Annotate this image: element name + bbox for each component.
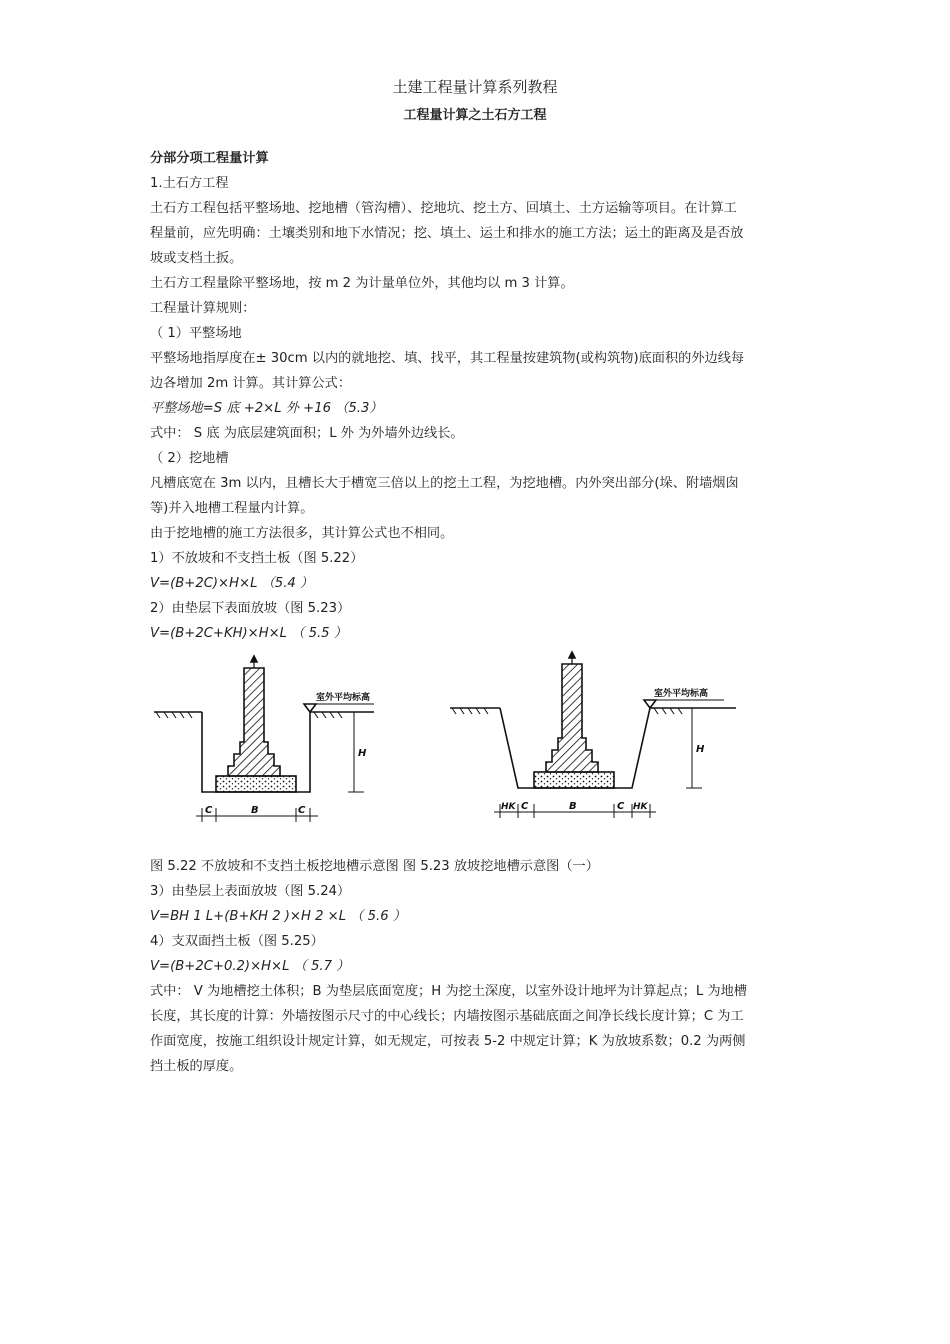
paragraph-line: 1.土石方工程: [150, 176, 229, 191]
formula-5-4: V=(B+2C)×H×L （5.4 ）: [150, 576, 314, 591]
paragraph-line: 长度，其长度的计算：外墙按图示尺寸的中心线长；内墙按图示基础底面之间净长线长度计算；C 为工: [150, 1009, 744, 1024]
paragraph-line: 作面宽度，按施工组织设计规定计算，如无规定，可按表 5-2 中规定计算；K 为放坡系数；0.2 为两侧: [150, 1034, 746, 1049]
section-heading: 分部分项工程量计算: [150, 151, 269, 166]
paragraph-line: 土石方工程量除平整场地，按 m 2 为计量单位外，其他均以 m 3 计算。: [150, 276, 574, 291]
grade-label-left: 室外平均标高: [316, 693, 371, 703]
paragraph-line: 由于挖地槽的施工方法很多，其计算公式也不相同。: [150, 526, 454, 541]
paragraph-line: 程量前，应先明确：土壤类别和地下水情况；挖、填土、运土和排水的施工方法；运土的距离及是否放: [150, 226, 744, 241]
paragraph-line: 凡槽底宽在 3m 以内，且槽长大于槽宽三倍以上的挖土工程，为挖地槽。内外突出部分(垛、附墙烟囱: [150, 476, 739, 491]
c-label-left-2: C: [298, 805, 306, 816]
figure-5-22: [154, 656, 374, 822]
hk-label-right-2: HK: [633, 802, 648, 812]
c-label-left-1: C: [205, 805, 213, 816]
c-label-right-1: C: [521, 801, 529, 812]
paragraph-line: 坡或支档土扳。: [150, 251, 243, 266]
trench-diagrams: [150, 650, 800, 850]
paragraph-line: （ 1）平整场地: [150, 326, 242, 341]
document-body: [150, 146, 800, 1079]
b-label-right: B: [569, 801, 577, 812]
paragraph-line: 工程量计算规则：: [150, 301, 256, 316]
figure-caption: 图 5.22 不放坡和不支挡土板挖地槽示意图 图 5.23 放坡挖地槽示意图（一）: [150, 859, 599, 874]
c-label-right-2: C: [617, 801, 625, 812]
paragraph-line: 4）支双面挡土板（图 5.25）: [150, 934, 324, 949]
paragraph-line: 边各增加 2m 计算。其计算公式：: [150, 376, 352, 391]
formula-5-5: V=(B+2C+KH)×H×L （ 5.5 ）: [150, 626, 347, 641]
paragraph-line: 平整场地指厚度在± 30cm 以内的就地挖、填、找平，其工程量按建筑物(或构筑物)底面积的外边线每: [150, 351, 745, 366]
document-subtitle: 工程量计算之土石方工程: [403, 108, 547, 123]
paragraph-line: 式中： V 为地槽挖土体积；B 为垫层底面宽度；H 为挖土深度，以室外设计地坪为计算起点；L 为地槽: [150, 984, 747, 999]
paragraph-line: 1）不放坡和不支挡土板（图 5.22）: [150, 551, 364, 566]
formula-5-6: V=BH 1 L+(B+KH 2 )×H 2 ×L （ 5.6 ）: [150, 909, 406, 924]
grade-label-right: 室外平均标高: [654, 689, 709, 699]
paragraph-line: 式中： S 底 为底层建筑面积；L 外 为外墙外边线长。: [150, 426, 464, 441]
paragraph-line: 等)并入地槽工程量内计算。: [150, 501, 314, 516]
h-label-right: H: [696, 744, 705, 755]
paragraph-line: 2）由垫层下表面放坡（图 5.23）: [150, 601, 351, 616]
paragraph-line: 挡土板的厚度。: [150, 1059, 243, 1074]
document-title: 土建工程量计算系列教程: [392, 78, 558, 96]
trench-figures: [150, 650, 800, 850]
formula-5-7: V=(B+2C+0.2)×H×L （ 5.7 ）: [150, 959, 350, 974]
b-label-left: B: [251, 805, 259, 816]
paragraph-line: 土石方工程包括平整场地、挖地槽（管沟槽）、挖地坑、挖土方、回填土、土方运输等项目。在计算工: [150, 201, 737, 216]
hk-label-right-1: HK: [501, 802, 516, 812]
paragraph-line: （ 2）挖地槽: [150, 451, 229, 466]
paragraph-line: 3）由垫层上表面放坡（图 5.24）: [150, 884, 351, 899]
h-label-left: H: [358, 748, 367, 759]
formula-5-3: 平整场地=S 底 +2×L 外 +16 （5.3）: [150, 401, 383, 416]
figure-5-23: [450, 652, 736, 818]
